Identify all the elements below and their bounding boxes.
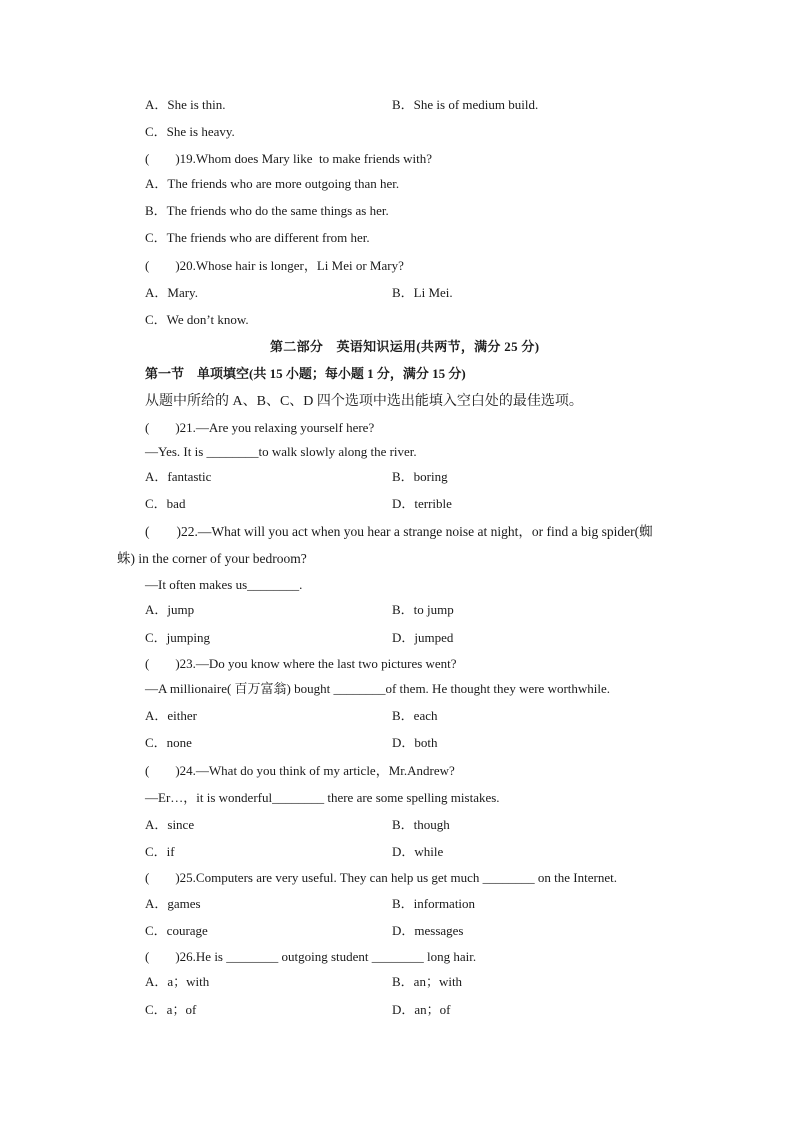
q18-option-a: A．She is thin. xyxy=(145,97,226,112)
q21-option-b: B．boring xyxy=(392,469,448,484)
q19-option-b: B．The friends who do the same things as her. xyxy=(145,203,389,218)
q23-stem: —A millionaire( 百万富翁) bought ________of them. He thought they were worthwhile. xyxy=(145,681,611,696)
q19-option-a: A．The friends who are more outgoing than her. xyxy=(145,176,400,191)
q24-stem: —Er…，it is wonderful________ there are some spelling mistakes. xyxy=(145,790,500,805)
q22-option-a: A．jump xyxy=(145,602,195,617)
q20-option-b: B．Li Mei. xyxy=(392,285,453,300)
q24-option-c: C．if xyxy=(145,844,175,859)
q21-stem: —Yes. It is ________to walk slowly along the river. xyxy=(145,444,417,459)
q18-option-b: B．She is of medium build. xyxy=(392,97,539,112)
question-26: ( )26.He is ________ outgoing student ________ long hair. xyxy=(145,949,477,964)
q24-option-a: A．since xyxy=(145,817,195,832)
q24-option-b: B．though xyxy=(392,817,450,832)
q23-option-a: A．either xyxy=(145,708,197,723)
q23-option-b: B．each xyxy=(392,708,438,723)
question-22-continued: 蛛) in the corner of your bedroom? xyxy=(117,551,307,566)
q25-option-c: C．courage xyxy=(145,923,208,938)
q24-option-d: D．while xyxy=(392,844,444,859)
q20-option-a: A．Mary. xyxy=(145,285,198,300)
question-20: ( )20.Whose hair is longer，Li Mei or Mary? xyxy=(145,258,404,273)
q20-option-c: C．We don’t know. xyxy=(145,312,249,327)
q18-option-c: C．She is heavy. xyxy=(145,124,235,139)
q23-option-d: D．both xyxy=(392,735,438,750)
q22-option-d: D．jumped xyxy=(392,630,454,645)
q21-option-a: A．fantastic xyxy=(145,469,212,484)
section-one-heading: 第一节 单项填空(共 15 小题；每小题 1 分，满分 15 分) xyxy=(145,366,466,381)
q26-option-a: A．a；with xyxy=(145,974,210,989)
question-25: ( )25.Computers are very useful. They can help us get much ________ on the Internet. xyxy=(145,870,617,885)
q23-option-c: C．none xyxy=(145,735,192,750)
q26-option-b: B．an；with xyxy=(392,974,463,989)
q25-option-d: D．messages xyxy=(392,923,464,938)
q22-option-b: B．to jump xyxy=(392,602,454,617)
question-21: ( )21.—Are you relaxing yourself here? xyxy=(145,420,375,435)
part-two-heading: 第二部分 英语知识运用(共两节，满分 25 分) xyxy=(270,339,540,354)
question-19: ( )19.Whom does Mary like to make friends with? xyxy=(145,151,433,166)
question-23: ( )23.—Do you know where the last two pictures went? xyxy=(145,656,457,671)
q22-option-c: C．jumping xyxy=(145,630,211,645)
q21-option-d: D．terrible xyxy=(392,496,452,511)
q19-option-c: C．The friends who are different from her. xyxy=(145,230,370,245)
q22-stem: —It often makes us________. xyxy=(145,577,303,592)
question-22: ( )22.—What will you act when you hear a strange noise at night，or find a big spider(蜘 xyxy=(145,524,653,539)
q26-option-d: D．an；of xyxy=(392,1002,451,1017)
q25-option-b: B．information xyxy=(392,896,476,911)
q25-option-a: A．games xyxy=(145,896,201,911)
q26-option-c: C．a；of xyxy=(145,1002,197,1017)
instructions: 从题中所给的 A、B、C、D 四个选项中选出能填入空白处的最佳选项。 xyxy=(145,394,583,409)
q21-option-c: C．bad xyxy=(145,496,186,511)
question-24: ( )24.—What do you think of my article，Mr.Andrew? xyxy=(145,763,455,778)
